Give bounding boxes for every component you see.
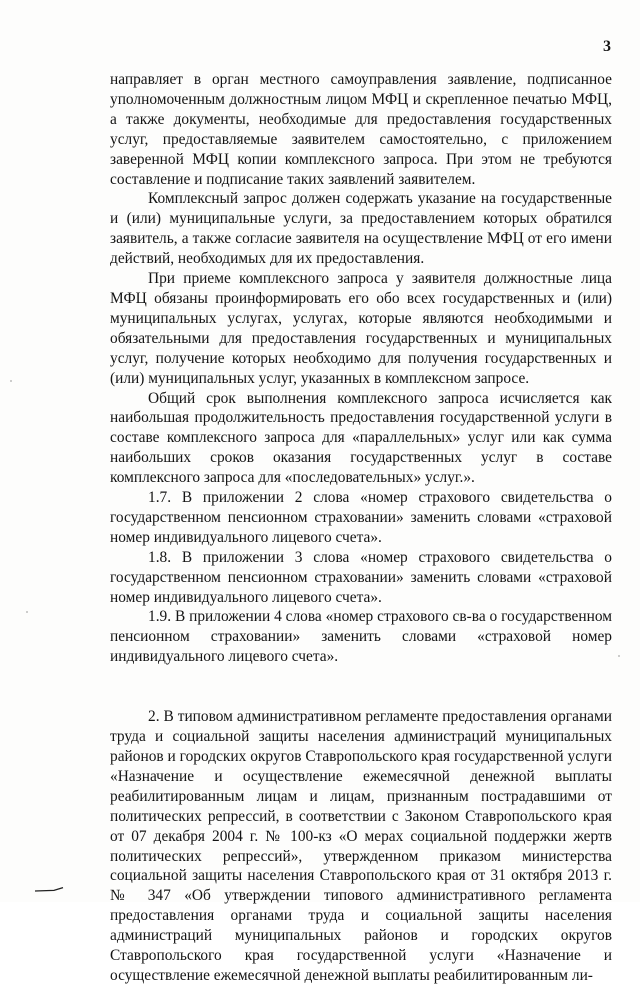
paragraph-gap <box>110 667 612 707</box>
paragraph-item-1-9: 1.9. В приложении 4 слова «номер страхового св-ва о государственном пенсионном страховании» заменить словами «страховой номер индивидуального лицевого счета». <box>110 608 612 666</box>
document-body <box>110 70 612 986</box>
scan-mark-stroke <box>34 887 64 892</box>
page-number: 3 <box>603 38 611 55</box>
scan-speck <box>10 380 12 382</box>
paragraph-complex-request-reception: При приеме комплексного запроса у заявителя должностные лица МФЦ обязаны проинформировать его обо всех государственных и (или) муниципальных услугах, услугах, которые являются необходимыми и обязательными для предоставления государственных и муниципальных услуг, получение которых необходимо для получения государственных и (или) муниципальных услуг, указанных в комплексном запросе. <box>110 270 612 387</box>
paragraph-complex-request-term: Общий срок выполнения комплексного запроса исчисляется как наибольшая продолжительность предоставления государственной услуги в составе комплексного запроса для «параллельных» услуг или как сумма наибольших сроков оказания государственных услуг в составе комплексного запроса для «последовательных» услуг.». <box>110 389 612 487</box>
paragraph-complex-request-content: Комплексный запрос должен содержать указание на государственные и (или) муниципальные услуги, за предоставлением которых обратился заявитель, а также согласие заявителя на осуществление МФЦ от его имени действий, необходимых для их предоставления. <box>110 190 612 268</box>
scan-speck <box>26 611 28 613</box>
paragraph-item-1-8: 1.8. В приложении 3 слова «номер страхового свидетельства о государственном пенсионном страховании» заменить словами «страховой номер индивидуального лицевого счета». <box>110 548 612 606</box>
scan-speck <box>618 655 620 657</box>
paragraph-item-1-7: 1.7. В приложении 2 слова «номер страхового свидетельства о государственном пенсионном страховании» заменить словами «страховой номер индивидуального лицевого счета». <box>110 489 612 546</box>
paragraph-item-2: 2. В типовом административном регламенте предоставления органами труда и социальной защиты населения администраций муниципальных районов и городских округов Ставропольского края государственной услуги «Назначение и осуществление ежемесячной денежной выплаты реабилитированным лицам и лицам, признанным пострадавшими от политических репрессий, в соответствии с Законом Ставропольского края от 07 декабря 2004 г. № 100-кз «О мерах социальной поддержки жертв политических репрессий», утвержденном приказом министерства социальной защиты населения Ставропольского края от 31 октября 2013 г. № 347 «Об утверждении типового административного регламента предоставления органами труда и социальной защиты населения администраций муниципальных районов и городских округов Ставропольского края государственной услуги «Назначение и осуществление ежемесячной денежной выплаты реабилитированным ли- <box>110 708 612 984</box>
paragraph-continuation: направляет в орган местного самоуправления заявление, подписанное уполномоченным должностным лицом МФЦ и скрепленное печатью МФЦ, а также документы, необходимые для предоставления государственных услуг, предоставляемые заявителем самостоятельно, с приложением заверенной МФЦ копии комплексного запроса. При этом не требуются составление и подписание таких заявлений заявителем. <box>110 71 612 188</box>
